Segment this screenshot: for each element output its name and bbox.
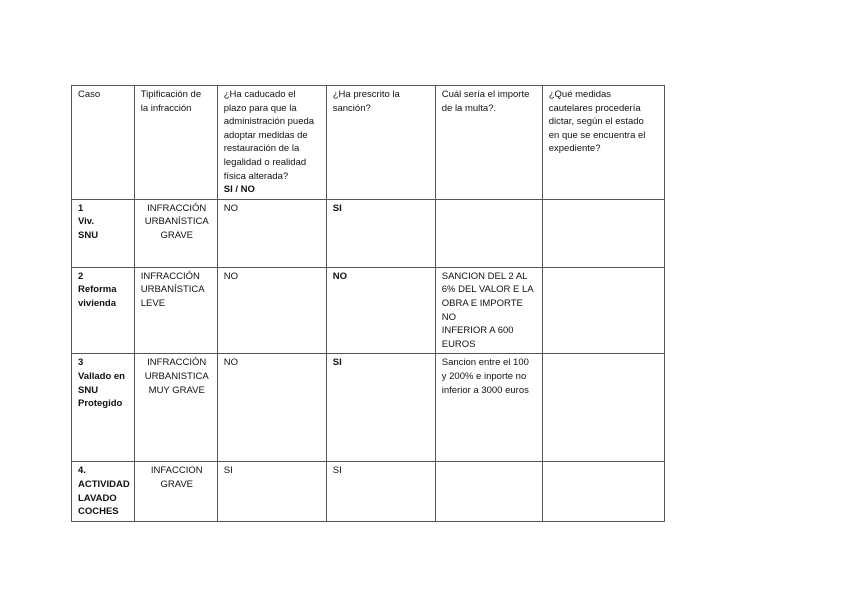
importe-cell: Sancion entre el 100 y 200% e inporte no inferior a 3000 euros (435, 354, 542, 462)
header-tipificacion: Tipificación de la infracción (134, 86, 217, 200)
header-caducado-options: SI / NO (223, 184, 255, 196)
caducado-cell: NO (217, 354, 326, 462)
tipificacion-cell: INFRACCIÓN URBANISTICA MUY GRAVE (134, 354, 217, 462)
header-medidas: ¿Qué medidas cautelares procedería dictar, según el estado en que se encuentra el expediente? (542, 86, 664, 200)
importe-cell (435, 199, 542, 267)
header-caso: Caso (72, 86, 135, 200)
tipificacion-cell: INFACCION GRAVE (134, 462, 217, 521)
medidas-cell (542, 462, 664, 521)
medidas-cell (542, 354, 664, 462)
medidas-cell (542, 199, 664, 267)
caducado-cell: NO (217, 267, 326, 354)
header-importe: Cuál sería el importe de la multa?. (435, 86, 542, 200)
table-row (72, 267, 665, 354)
table-row (72, 354, 665, 462)
prescrito-cell: NO (326, 267, 435, 354)
table-row (72, 462, 665, 521)
importe-cell: SANCION DEL 2 AL 6% DEL VALOR E LA OBRA E IMPORTE NO INFERIOR A 600 EUROS (435, 267, 542, 354)
caso-cell: 2 Reforma vivienda (72, 267, 135, 354)
table-row (72, 199, 665, 267)
prescrito-cell: SI (326, 462, 435, 521)
medidas-cell (542, 267, 664, 354)
tipificacion-cell: INFRACCIÓN URBANÍSTICA GRAVE (134, 199, 217, 267)
tipificacion-cell: INFRACCIÓN URBANÍSTICA LEVE (134, 267, 217, 354)
caso-cell: 4. ACTIVIDAD LAVADO COCHES (72, 462, 135, 521)
caso-cell: 3 Vallado en SNU Protegido (72, 354, 135, 462)
caducado-cell: NO (217, 199, 326, 267)
prescrito-cell: SI (326, 354, 435, 462)
header-prescrito: ¿Ha prescrito la sanción? (326, 86, 435, 200)
infraction-table (71, 85, 665, 522)
table-header-row (72, 86, 665, 200)
caso-cell: 1 Viv. SNU (72, 199, 135, 267)
header-caducado: ¿Ha caducado el plazo para que la administración pueda adoptar medidas de restauración de la legalidad o realidad física alterada? SI / NO (217, 86, 326, 200)
importe-cell (435, 462, 542, 521)
caducado-cell: SI (217, 462, 326, 521)
prescrito-cell: SI (326, 199, 435, 267)
